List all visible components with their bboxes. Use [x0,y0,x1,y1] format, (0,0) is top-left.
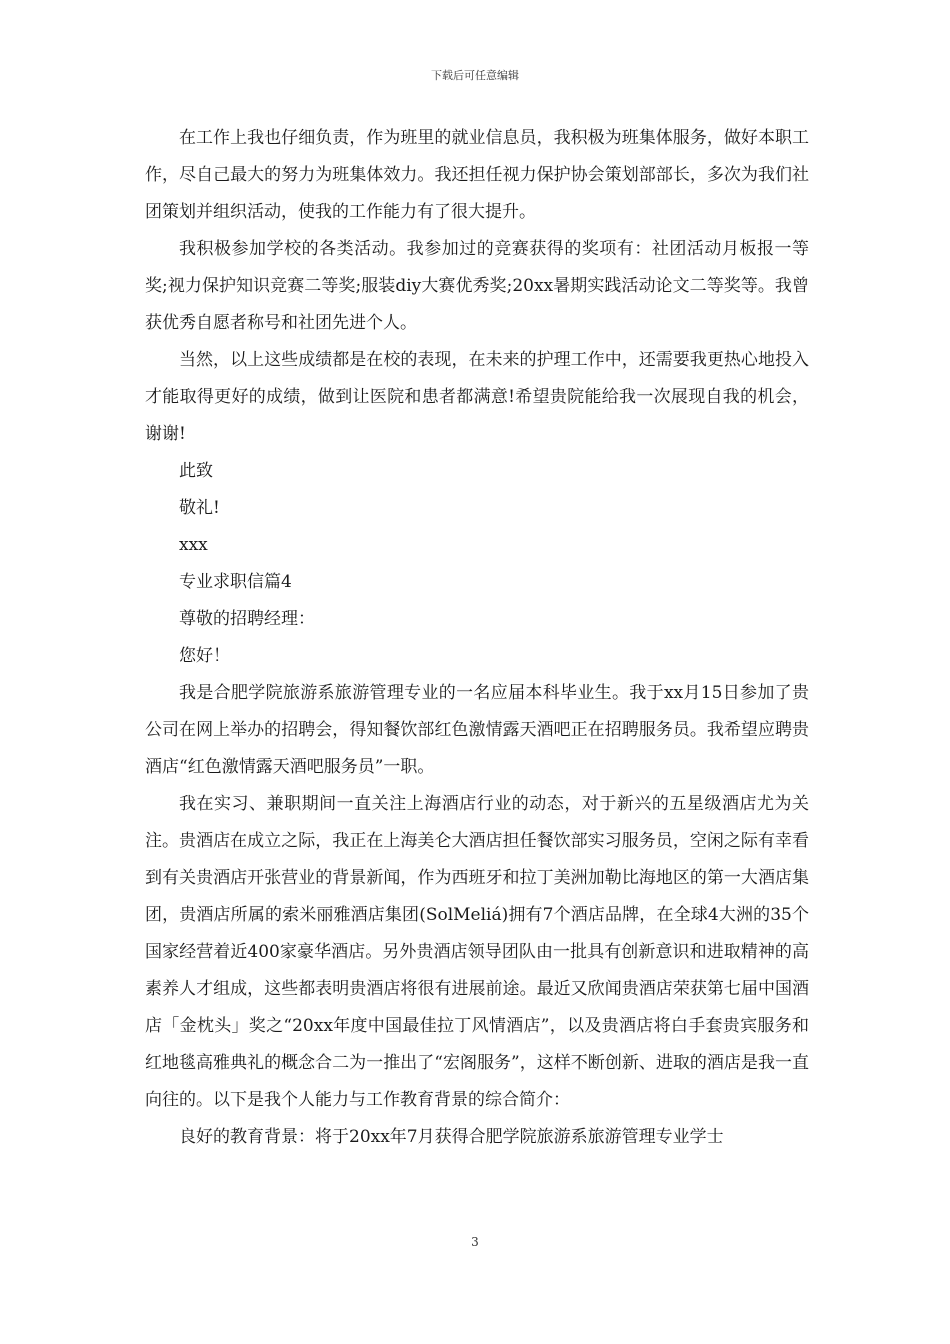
page-header: 下载后可任意编辑 [431,69,519,82]
greeting-recipient: 尊敬的招聘经理： [179,609,315,629]
paragraph-introduction: 我是合肥学院旅游系旅游管理专业的一名应届本科毕业生。我于xx月15日参加了贵公司在网上举办的招聘会，得知餐饮部红色激情露天酒吧正在招聘服务员。我希望应聘贵酒店“红色激情露天酒吧服务员”一职。 [145,683,809,777]
salutation-cizhi: 此致 [179,461,213,481]
paragraph-work-duty: 在工作上我也仔细负责，作为班里的就业信息员，我积极为班集体服务，做好本职工作，尽自己最大的努力为班集体效力。我还担任视力保护协会策划部部长，多次为我们社团策划并组织活动，使我的工作能力有了很大提升。 [145,128,809,222]
signature-name: xxx [179,535,208,555]
greeting-hello: 您好！ [179,646,230,666]
paragraph-education: 良好的教育背景：将于20xx年7月获得合肥学院旅游系旅游管理专业学士 [179,1127,724,1147]
section-title: 专业求职信篇4 [179,572,292,592]
page-number: 3 [471,1235,479,1249]
salutation-jingli: 敬礼! [179,498,220,518]
paragraph-closing-wish: 当然，以上这些成绩都是在校的表现，在未来的护理工作中，还需要我更热心地投入才能取得更好的成绩，做到让医院和患者都满意!希望贵院能给我一次展现自我的机会，谢谢! [145,350,809,444]
paragraph-hotel-interest: 我在实习、兼职期间一直关注上海酒店行业的动态，对于新兴的五星级酒店尤为关注。贵酒店在成立之际，我正在上海美仑大酒店担任餐饮部实习服务员，空闲之际有幸看到有关贵酒店开张营业的背景新闻，作为西班牙和拉丁美洲加勒比海地区的第一大酒店集团，贵酒店所属的索米丽雅酒店集团(SolMeliá)拥有7个酒店品牌，在全球4大洲的35个国家经营着近400家豪华酒店。另外贵酒店领导团队由一批具有创新意识和进取精神的高素养人才组成，这些都表明贵酒店将很有进展前途。最近又欣闻贵酒店荣获第七届中国酒店「金枕头」奖之“20xx年度中国最佳拉丁风情酒店”，以及贵酒店将白手套贵宾服务和红地毯高雅典礼的概念合二为一推出了“宏阁服务”，这样不断创新、进取的酒店是我一直向往的。以下是我个人能力与工作教育背景的综合简介： [145,794,809,1110]
document-body [145,120,809,1156]
paragraph-awards: 我积极参加学校的各类活动。我参加过的竞赛获得的奖项有：社团活动月板报一等奖;视力保护知识竞赛二等奖;服装diy大赛优秀奖;20xx暑期实践活动论文二等奖等。我曾获优秀自愿者称号和社团先进个人。 [145,239,809,333]
